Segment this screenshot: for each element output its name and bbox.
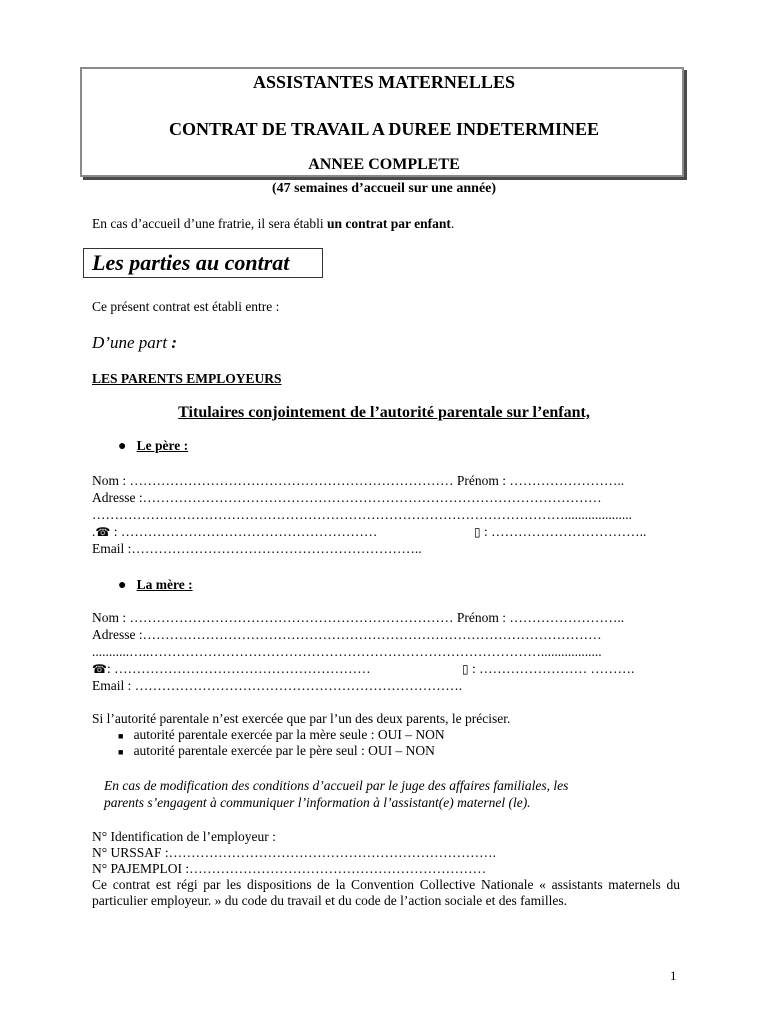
convention-paragraph: Ce contrat est régi par les dispositions de la Convention Collective Nationale « assistants maternels du particulier employeur. » du code du travail et du code de l’action sociale et des familles.: [92, 877, 680, 908]
annee-complete-title: ANNEE COMPLETE: [308, 156, 460, 173]
pajemploi-field: N° PAJEMPLOI :…………………………………………………………: [92, 861, 487, 876]
modification-note-line1: En cas de modification des conditions d’accueil par le juge des affaires familiales, les: [104, 778, 569, 793]
telephone-icon: ☎: [95, 525, 111, 539]
pere-adresse-field: Adresse :…………………………………………………………………………………………: [92, 490, 602, 505]
pere-heading: ● Le père :: [118, 438, 189, 454]
bullet-dot-icon: ●: [118, 439, 127, 454]
pere-nom-prenom-field: Nom : ……………………………………………………………… Prénom : ……………………..: [92, 473, 625, 488]
mobile-phone-icon: ▯: [462, 662, 469, 676]
parties-title: Les parties au contrat: [92, 250, 290, 275]
page-number: 1: [670, 968, 677, 983]
fratrie-note: En cas d’accueil d’une fratrie, il sera établi un contrat par enfant.: [92, 216, 455, 231]
parents-employeurs-label: LES PARENTS EMPLOYEURS: [92, 371, 282, 386]
weeks-subtitle: (47 semaines d’accueil sur une année): [271, 181, 497, 196]
pere-telephone-field: .☎ : …………………………………………………: [92, 524, 378, 539]
contract-type-title: CONTRAT DE TRAVAIL A DUREE INDETERMINEE: [169, 119, 599, 139]
mere-mobile-field: ▯ : …………………… ……….: [462, 661, 635, 676]
autorite-option-pere: ■ autorité parentale exercée par le père seul : OUI – NON: [118, 743, 435, 758]
pere-mobile-field: ▯ : ……………………………..: [474, 524, 647, 539]
mere-adresse-field: Adresse :…………………………………………………………………………………………: [92, 627, 602, 642]
mere-heading: ● La mère :: [118, 577, 193, 593]
mobile-phone-icon: ▯: [474, 525, 481, 539]
mere-telephone-field: ☎: …………………………………………………: [92, 661, 371, 676]
square-bullet-icon: ■: [118, 746, 124, 757]
mere-email-field: Email : ……………………………………………………………….: [92, 678, 463, 693]
modification-note-line2: parents s’engagent à communiquer l’information à l’assistant(e) maternel (le).: [104, 795, 531, 810]
autorite-option-mere: ■ autorité parentale exercée par la mère seule : OUI – NON: [118, 727, 445, 742]
dune-part-heading: D’une part :: [92, 333, 177, 352]
telephone-icon: ☎: [92, 662, 107, 676]
pere-adresse-field-2: ……………………………………………………………………………………………....................: [92, 507, 632, 522]
identification-heading: N° Identification de l’employeur :: [92, 829, 276, 844]
bullet-dot-icon: ●: [118, 578, 127, 593]
document-title: ASSISTANTES MATERNELLES: [253, 72, 515, 92]
autorite-intro: Si l’autorité parentale n’est exercée que par l’un des deux parents, le préciser.: [92, 711, 511, 726]
titulaires-heading: Titulaires conjointement de l’autorité parentale sur l’enfant,: [178, 404, 590, 421]
mere-nom-prenom-field: Nom : ……………………………………………………………… Prénom : ……………………..: [92, 610, 625, 625]
urssaf-field: N° URSSAF :……………………………………………………………….: [92, 845, 497, 860]
mere-adresse-field-2: ...........…..……………………………………………………………………………..................: [92, 644, 602, 659]
contract-intro: Ce présent contrat est établi entre :: [92, 299, 280, 314]
square-bullet-icon: ■: [118, 730, 124, 741]
pere-email-field: Email :………………………………………………………..: [92, 541, 422, 556]
